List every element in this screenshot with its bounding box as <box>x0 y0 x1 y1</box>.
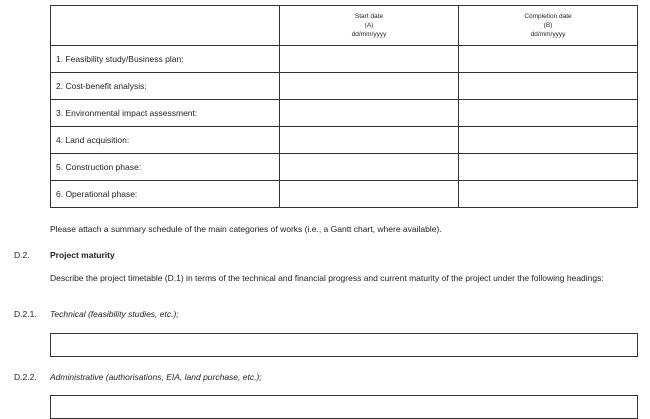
completion-date-format: dd/mm/yyyy <box>530 31 566 38</box>
schedule-table <box>50 5 638 208</box>
table-row <box>51 100 638 127</box>
completion-date-cell-operational[interactable] <box>459 181 638 208</box>
completion-date-cell-construction[interactable] <box>459 154 638 181</box>
gantt-note: Please attach a summary schedule of the main categories of works (i.e., a Gantt chart, where available). <box>50 224 442 234</box>
administrative-answer-box[interactable] <box>50 395 638 419</box>
start-date-cell-land[interactable] <box>280 127 459 154</box>
table-row <box>51 46 638 73</box>
table-row <box>51 73 638 100</box>
section-d22-title: Administrative (authorisations, EIA, land purchase, etc.); <box>50 372 262 382</box>
completion-date-cell-land[interactable] <box>459 127 638 154</box>
start-date-cell-operational[interactable] <box>280 181 459 208</box>
section-d21-title: Technical (feasibility studies, etc.); <box>50 309 179 319</box>
section-d21-number: D.2.1. <box>14 309 37 319</box>
section-d22-number: D.2.2. <box>14 372 37 382</box>
start-date-cell-cost-benefit[interactable] <box>280 73 459 100</box>
start-date-title: Start date <box>354 13 384 20</box>
row-label-land: 4. Land acquisition: <box>51 127 280 154</box>
table-header-row <box>51 6 638 46</box>
row-label-feasibility: 1. Feasibility study/Business plan: <box>51 46 280 73</box>
start-date-format: dd/mm/yyyy <box>351 31 387 38</box>
completion-date-cell-feasibility[interactable] <box>459 46 638 73</box>
row-label-cost-benefit: 2. Cost-benefit analysis: <box>51 73 280 100</box>
completion-date-cell-environmental[interactable] <box>459 100 638 127</box>
table-row <box>51 181 638 208</box>
header-empty-cell <box>51 6 280 46</box>
row-label-operational: 6. Operational phase: <box>51 181 280 208</box>
completion-date-cell-cost-benefit[interactable] <box>459 73 638 100</box>
start-date-cell-construction[interactable] <box>280 154 459 181</box>
section-d2-number: D.2. <box>14 250 30 260</box>
row-label-environmental: 3. Environmental impact assessment: <box>51 100 280 127</box>
start-date-cell-environmental[interactable] <box>280 100 459 127</box>
header-completion-date <box>459 6 638 46</box>
header-start-date <box>280 6 459 46</box>
start-date-code: (A) <box>364 22 374 29</box>
table-row <box>51 154 638 181</box>
completion-date-title: Completion date <box>524 13 572 20</box>
row-label-construction: 5. Construction phase: <box>51 154 280 181</box>
table-row <box>51 127 638 154</box>
technical-answer-box[interactable] <box>50 333 638 357</box>
completion-date-code: (B) <box>543 22 553 29</box>
start-date-cell-feasibility[interactable] <box>280 46 459 73</box>
section-d2-description: Describe the project timetable (D.1) in terms of the technical and financial progress and current maturity of the project under the following headings: <box>50 273 604 283</box>
section-d2-title: Project maturity <box>50 250 115 260</box>
